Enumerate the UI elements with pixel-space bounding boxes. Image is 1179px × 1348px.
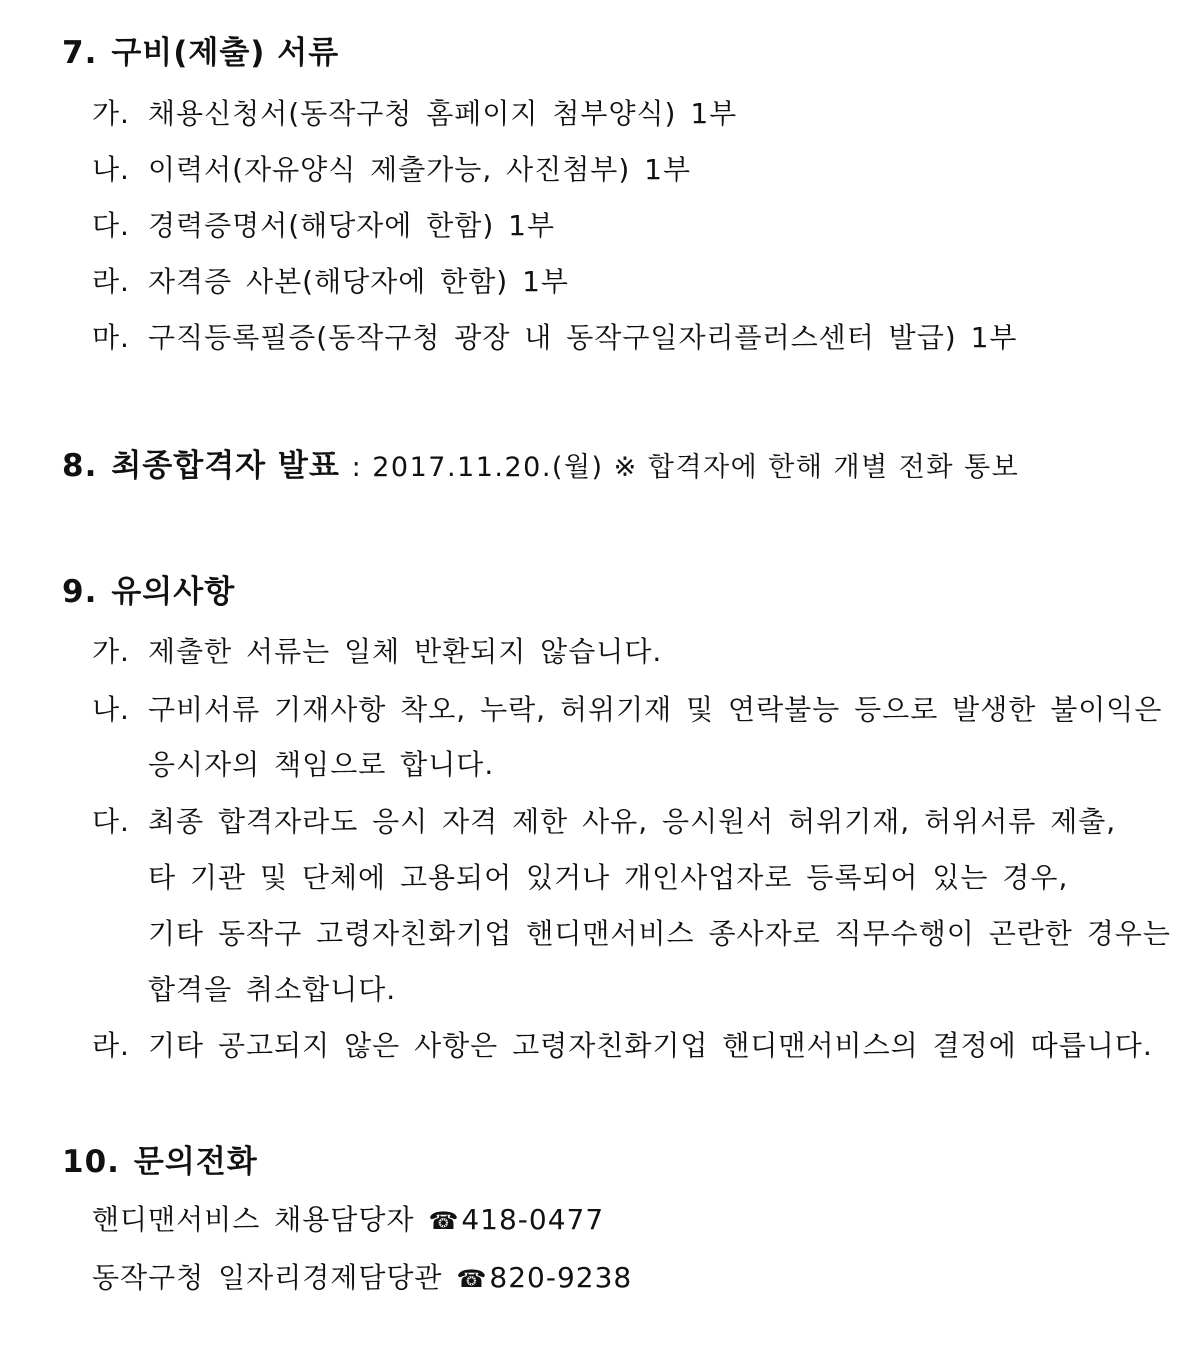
item-text: 제출한 서류는 일체 반환되지 않습니다. xyxy=(148,635,663,668)
item-text: 구직등록필증(동작구청 광장 내 동작구일자리플러스센터 발급) 1부 xyxy=(148,321,1018,354)
list-item xyxy=(92,92,737,132)
item-marker: 나. xyxy=(92,693,130,726)
section-9-heading xyxy=(62,566,235,611)
section-10-heading xyxy=(62,1136,258,1181)
section-number: 10. xyxy=(62,1144,120,1180)
section-title: 유의사항 xyxy=(111,574,236,610)
section-8-heading xyxy=(62,440,1019,485)
item-marker: 가. xyxy=(92,635,130,668)
item-marker: 다. xyxy=(92,805,130,838)
section-number: 8. xyxy=(62,448,98,484)
item-marker: 라. xyxy=(92,1029,130,1062)
contact-phone[interactable]: 418-0477 xyxy=(461,1203,605,1236)
item-marker: 마. xyxy=(92,321,130,354)
item-marker: 나. xyxy=(92,153,130,186)
item-continuation: 기타 동작구 고령자친화기업 핸디맨서비스 종사자로 직무수행이 곤란한 경우는 xyxy=(148,917,1171,950)
item-text: 최종 합격자라도 응시 자격 제한 사유, 응시원서 허위기재, 허위서류 제출, xyxy=(148,805,1117,838)
item-text: 구비서류 기재사항 착오, 누락, 허위기재 및 연락불능 등으로 발생한 불이익은 xyxy=(148,693,1163,726)
item-marker: 라. xyxy=(92,265,130,298)
phone-icon: ☎ xyxy=(428,1207,460,1235)
item-continuation: 타 기관 및 단체에 고용되어 있거나 개인사업자로 등록되어 있는 경우, xyxy=(148,861,1069,894)
item-text: 자격증 사본(해당자에 한함) 1부 xyxy=(148,265,569,298)
list-item xyxy=(92,630,662,670)
section-title: 최종합격자 발표 xyxy=(111,448,340,484)
contact-name: 핸디맨서비스 채용담당자 xyxy=(92,1203,415,1236)
item-marker: 다. xyxy=(92,209,130,242)
section-number: 7. xyxy=(62,35,98,71)
section-title: 구비(제출) 서류 xyxy=(111,35,340,71)
contact-line xyxy=(92,1198,604,1238)
list-item xyxy=(92,1024,1153,1064)
contact-phone[interactable]: 820-9238 xyxy=(489,1261,633,1294)
item-text: 채용신청서(동작구청 홈페이지 첨부양식) 1부 xyxy=(148,97,738,130)
section-number: 9. xyxy=(62,574,98,610)
list-item xyxy=(92,688,1162,728)
item-text: 경력증명서(해당자에 한함) 1부 xyxy=(148,209,556,242)
item-marker: 가. xyxy=(92,97,130,130)
item-text: 이력서(자유양식 제출가능, 사진첨부) 1부 xyxy=(148,153,692,186)
list-item xyxy=(92,204,555,244)
section-7-heading xyxy=(62,27,339,72)
contact-line xyxy=(92,1256,632,1296)
contact-name: 동작구청 일자리경제담당관 xyxy=(92,1261,443,1294)
item-text: 기타 공고되지 않은 사항은 고령자친화기업 핸디맨서비스의 결정에 따릅니다. xyxy=(148,1029,1153,1062)
list-item xyxy=(92,148,691,188)
item-continuation: 합격을 취소합니다. xyxy=(148,973,397,1006)
section-title: 문의전화 xyxy=(133,1144,258,1180)
announcement-detail: : 2017.11.20.(월) ※ 합격자에 한해 개별 전화 통보 xyxy=(351,452,1020,483)
phone-icon: ☎ xyxy=(456,1265,488,1293)
list-item xyxy=(92,260,569,300)
list-item xyxy=(92,316,1017,356)
item-continuation: 응시자의 책임으로 합니다. xyxy=(148,748,495,781)
list-item xyxy=(92,800,1116,840)
